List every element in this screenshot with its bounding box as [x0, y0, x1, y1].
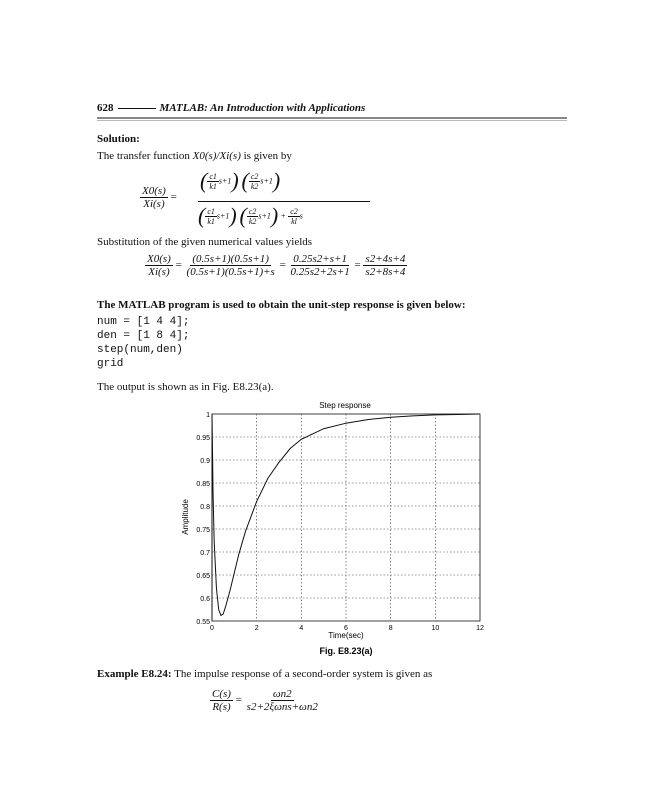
eq1-den-k2: k2 [248, 216, 257, 226]
x-tick-label: 2 [254, 625, 259, 632]
code-line: den = [1 8 4]; [97, 330, 190, 342]
header-dash [118, 108, 156, 109]
example-text: The impulse response of a second-order system is given as [171, 668, 433, 680]
eq1-den-kl: kl [291, 216, 297, 226]
x-tick-label: 6 [344, 625, 348, 632]
eq1-fraction-bar [198, 201, 370, 202]
eq1-den-plus: + [280, 211, 286, 221]
eq2-f2-num: 0.25s2+s+1 [293, 253, 347, 265]
y-tick-label: 1 [206, 412, 210, 419]
output-text: The output is shown as in Fig. E8.23(a). [97, 381, 274, 393]
eq2-f3-num: s2+4s+4 [365, 253, 406, 265]
program-intro: The MATLAB program is used to obtain the unit-step response is given below: [97, 299, 466, 311]
y-tick-label: 0.85 [196, 481, 210, 488]
eq2-f1-den: (0.5s+1)(0.5s+1)+s [186, 266, 275, 278]
y-tick-label: 0.7 [200, 550, 210, 557]
eq1-num-c1: c1 [209, 171, 217, 181]
x-tick-label: 4 [299, 625, 304, 632]
example-e8-24 [97, 668, 432, 680]
eq3-rhs-den: s2+2ξωns+ωn2 [246, 701, 318, 713]
eq1-equals: = [170, 191, 177, 204]
y-tick-label: 0.95 [196, 435, 210, 442]
y-tick-label: 0.6 [200, 596, 210, 603]
eq1-den-c1: c1 [207, 206, 215, 216]
eq1-den-c2: c2 [248, 206, 257, 216]
eq3-rhs-num: ωn2 [272, 688, 292, 700]
chart-title: Step response [319, 401, 371, 410]
eq3-lhs-den: R(s) [212, 701, 231, 713]
y-tick-label: 0.55 [196, 619, 210, 626]
eq1-den-k1: k1 [207, 216, 215, 226]
eq1-denominator: ( $\frac{c1}{k1}$ s+1) ( $\frac{c2}{k2}$ s+1) + $\frac{c2}{kl}$ s [198, 203, 303, 228]
y-tick-label: 0.8 [200, 504, 210, 511]
eq1-num-c2: c2 [250, 171, 259, 181]
eq2-equals-3: = [354, 259, 361, 272]
eq3-lhs-num: C(s) [212, 688, 231, 700]
equation-2 [145, 253, 407, 278]
y-tick-label: 0.65 [196, 573, 210, 580]
eq1-den-s1b: s+1 [258, 211, 271, 221]
eq2-f1-num: (0.5s+1)(0.5s+1) [192, 253, 269, 265]
eq2-f3-den: s2+8s+4 [365, 266, 406, 278]
solution-intro [97, 150, 292, 162]
x-tick-label: 0 [210, 625, 214, 632]
equation-1 [140, 168, 340, 238]
running-title: MATLAB: An Introduction with Applications [159, 102, 366, 114]
step-response-chart [160, 395, 500, 660]
equation-3 [210, 688, 320, 713]
y-tick-label: 0.9 [200, 458, 210, 465]
figure-caption: Fig. E8.23(a) [319, 646, 373, 656]
x-axis-label: Time(sec) [328, 631, 364, 640]
eq2-f2-den: 0.25s2+2s+1 [290, 266, 350, 278]
y-tick-labels [196, 412, 210, 626]
code-block [97, 315, 189, 371]
eq1-den-s1a: s+1 [216, 211, 230, 221]
eq1-lhs-num: X0(s) [142, 185, 166, 197]
eq2-lhs-num: X0(s) [147, 253, 171, 265]
code-line: step(num,den) [97, 344, 183, 356]
running-header [97, 102, 567, 114]
x-tick-label: 10 [431, 625, 440, 632]
eq1-den-c2b: c2 [290, 206, 298, 216]
header-rule-thin [97, 120, 567, 121]
page-number: 628 [97, 102, 114, 114]
eq1-numerator: ( $\frac{c1}{k1}$ s+1) ( $\frac{c2}{k2}$ s+1) [200, 168, 281, 193]
header-rule [97, 117, 567, 119]
intro-suffix: is given by [240, 150, 292, 162]
substitution-text: Substitution of the given numerical values yields [97, 236, 313, 248]
eq1-lhs-den: Xi(s) [143, 198, 165, 210]
eq2-equals-1: = [175, 259, 182, 272]
example-label: Example E8.24: [97, 668, 172, 680]
eq1-num-s1b: s+1 [260, 176, 273, 186]
eq1-num-k2: k2 [250, 181, 259, 191]
eq1-num-s1a: s+1 [218, 176, 232, 186]
intro-prefix: The transfer function [97, 150, 193, 162]
eq1-num-k1: k1 [209, 181, 217, 191]
code-line: num = [1 4 4]; [97, 316, 190, 328]
y-tick-label: 0.75 [196, 527, 210, 534]
y-axis-label: Amplitude [181, 499, 190, 535]
x-tick-label: 12 [476, 625, 484, 632]
eq1-den-s: s [299, 211, 303, 221]
eq2-lhs-den: Xi(s) [148, 266, 170, 278]
x-tick-label: 8 [388, 625, 393, 632]
eq3-equals: = [235, 694, 242, 707]
code-line: grid [97, 358, 124, 370]
intro-expression: X0(s)/Xi(s) [192, 150, 241, 162]
solution-heading: Solution: [97, 133, 140, 145]
eq1-lhs [140, 185, 177, 210]
eq2-equals-2: = [279, 259, 286, 272]
